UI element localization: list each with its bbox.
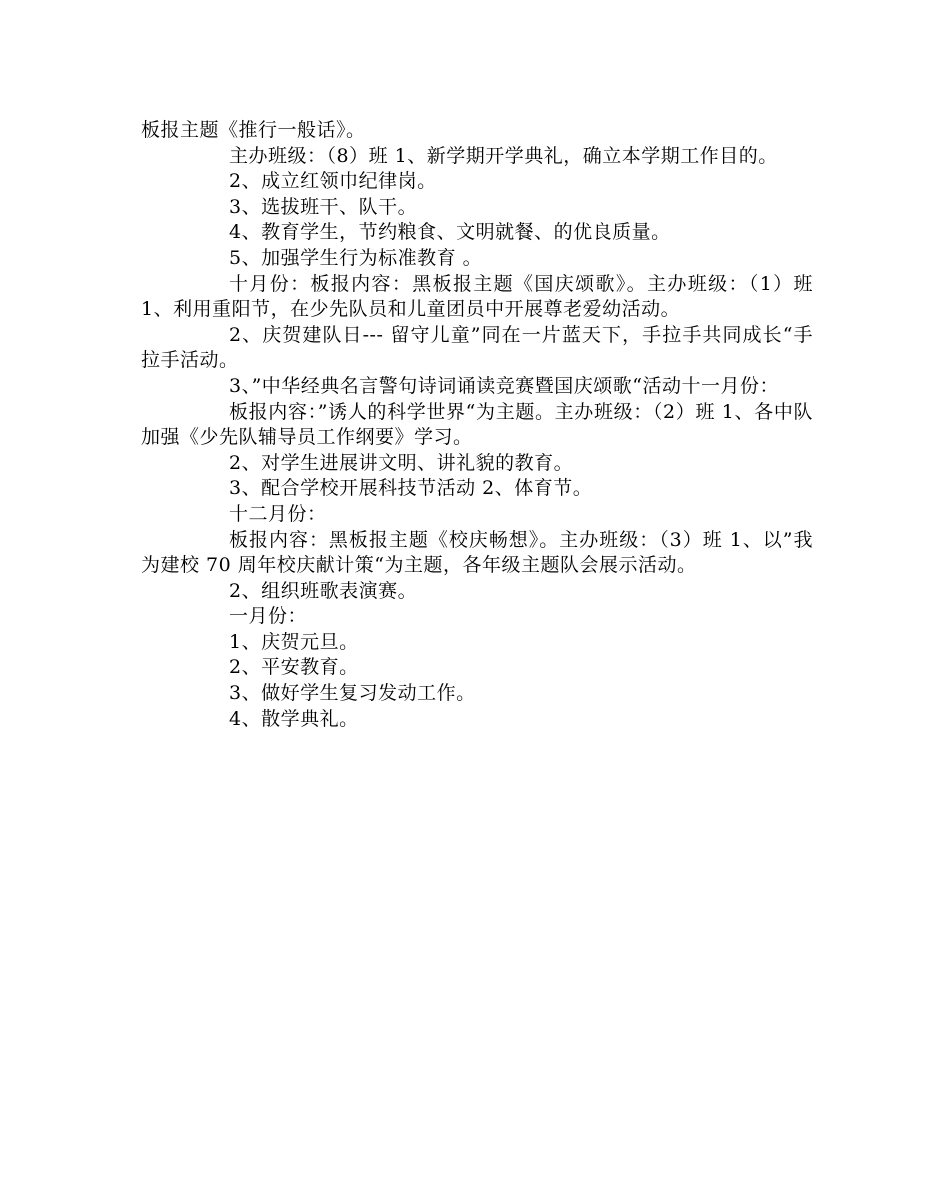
paragraph-item: 3、”中华经典名言警句诗词诵读竞赛暨国庆颂歌“活动十一月份： [229,374,780,397]
paragraph-item: 5、加强学生行为标准教育 。 [229,246,483,269]
paragraph-item: 4、散学典礼。 [229,707,359,730]
paragraph-november-board: 板报内容：”诱人的科学世界“为主题。主办班级：（2）班 1、各中队加强《少先队辅导员工作纲要》学习。 [141,400,813,449]
paragraph-board-topic: 板报主题《推行一般话》。 [141,119,366,141]
document-body [141,118,813,732]
paragraph-item: 3、选拔班干、队干。 [229,195,418,218]
paragraph-december-heading: 十二月份： [229,502,327,525]
paragraph-item: 2、组织班歌表演赛。 [229,579,418,602]
paragraph-item: 3、配合学校开展科技节活动 2、体育节。 [229,477,593,500]
paragraph-item: 2、对学生进展讲文明、讲礼貌的教育。 [229,451,574,474]
paragraph-host-class-8: 主办班级：（8）班 1、新学期开学典礼，确立本学期工作目的。 [229,144,778,167]
paragraph-item: 1、庆贺元旦。 [229,630,359,653]
paragraph-item: 2、平安教育。 [229,656,359,679]
paragraph-october: 十月份：板报内容：黑板报主题《国庆颂歌》。主办班级：（1）班 1、利用重阳节，在少先队员和儿童团员中开展尊老爱幼活动。 [141,272,813,321]
paragraph-january-heading: 一月份： [229,605,308,628]
paragraph-item: 3、做好学生复习发动工作。 [229,682,476,705]
paragraph-item: 2、庆贺建队日--- 留守儿童”同在一片蓝天下，手拉手共同成长“手拉手活动。 [141,323,813,372]
paragraph-item: 2、成立红领巾纪律岗。 [229,170,437,193]
paragraph-item: 4、教育学生，节约粮食、文明就餐、的优良质量。 [229,221,671,244]
paragraph-december-board: 板报内容：黑板报主题《校庆畅想》。主办班级：（3）班 1、以”我为建校 70 周年校庆献计策“为主题，各年级主题队会展示活动。 [141,528,813,577]
